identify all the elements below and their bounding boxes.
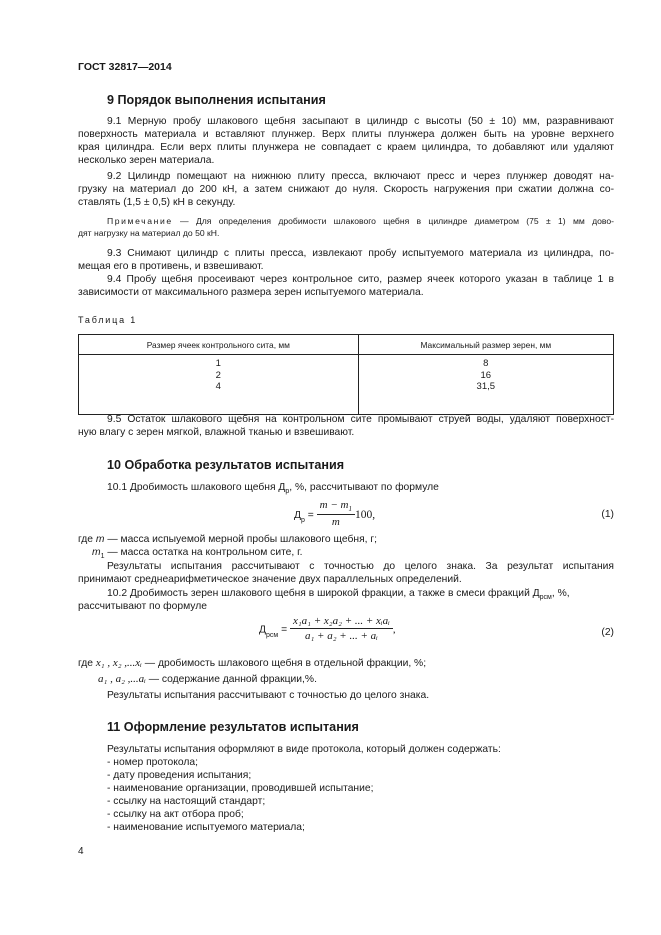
text-line: зависимости от максимального размера зерен испытуемого материала.	[78, 287, 424, 298]
where-prefix: где	[78, 658, 96, 669]
page-number: 4	[78, 846, 84, 857]
formula-2	[259, 615, 396, 642]
table-header-sieve-size: Размер ячеек контрольного сита, мм	[79, 335, 359, 355]
where-line	[78, 673, 614, 689]
variable: m	[95, 534, 105, 545]
list-intro: Результаты испытания оформляют в виде протокола, который должен содержать:	[107, 744, 501, 755]
text-line: 9.2 Цилиндр помещают на нижнюю плиту пресса, включают пресс и через плунжер доводят на-	[107, 171, 614, 182]
where-line	[78, 657, 614, 673]
text-line: Результаты испытания рассчитывают с точностью до целого знака.	[107, 690, 430, 701]
paragraph-9-1	[78, 115, 614, 167]
text-line: края цилиндра. Если верх плиты плунжера не совпадает с краем цилиндра, то добавляют или удаляют	[78, 142, 614, 153]
table-row	[79, 355, 614, 415]
note-line	[78, 215, 614, 227]
where-block-2	[78, 657, 614, 689]
formula-tail: ,	[392, 623, 396, 636]
formula-numerator: x₁a₁ + x₂a₂ + ... + xᵢaᵢ	[290, 615, 393, 629]
paragraph-10-2	[78, 587, 614, 613]
formula-fraction	[290, 615, 393, 642]
text-line: 9.3 Снимают цилиндр с плиты пресса, извлекают пробу испытуемого материала из цилиндра, по-	[107, 248, 614, 259]
text-line: принимают среднеарифметическое значение двух параллельных определений.	[78, 574, 462, 585]
formula-numerator	[317, 499, 355, 515]
note-9-2	[78, 215, 614, 239]
table-header-row	[79, 335, 614, 355]
text-line: Результаты испытания рассчитывают с точностью до целого знака. За результат испытания	[107, 561, 614, 572]
table-cell-max-grains	[358, 355, 613, 415]
note-line: дят нагрузку на материал до 50 кН.	[78, 228, 220, 238]
where-text: — дробимость шлакового щебня в отдельной фракции, %;	[141, 658, 427, 669]
table-caption: Таблица 1	[78, 315, 137, 325]
formula-1	[294, 499, 375, 528]
table-cell-value: 31,5	[476, 381, 496, 392]
text-line: ставлять (1,5 ± 0,5) кН в секунду.	[78, 197, 236, 208]
formula-1-number: (1)	[601, 509, 614, 520]
formula-tail: 100,	[354, 508, 376, 521]
paragraph-9-5	[78, 413, 614, 439]
list-item: - ссылку на настоящий стандарт;	[107, 796, 266, 807]
where-text: — содержание данной фракции,%.	[145, 674, 317, 685]
paragraph-9-2	[78, 170, 614, 209]
numerator-text: m − m	[319, 499, 349, 511]
text-line: 9.5 Остаток шлакового щебня на контрольном сите промывают струей воды, удаляют поверхност-	[107, 414, 614, 425]
text-line: поверхность материала и вставляют плунжер. Верх плиты плунжера должен быть на уровне верхнего	[78, 129, 614, 140]
table-cell-value: 4	[215, 381, 221, 392]
paragraph-10-1	[78, 481, 614, 494]
text-line	[78, 587, 614, 600]
subscript: р	[285, 488, 290, 496]
document-header: ГОСТ 32817—2014	[78, 61, 172, 73]
section-11-title: 11 Оформление результатов испытания	[107, 720, 359, 734]
table-cell-value: 8	[483, 358, 489, 369]
paragraph-9-3	[78, 247, 614, 273]
formula-equals: =	[304, 509, 317, 521]
formula-lhs: Д	[294, 509, 301, 521]
where-prefix: где	[78, 534, 96, 545]
formula-denominator: a₁ + a₂ + ... + aᵢ	[304, 630, 378, 642]
paragraph-9-4	[78, 273, 614, 299]
formula-lhs-subscript: рсм	[265, 631, 279, 639]
note-text: — Для определения дробимости шлакового щебня в цилиндре диаметром (75 ± 1) мм дово-	[172, 216, 614, 226]
text-line	[78, 481, 614, 494]
text-line: 9.4 Пробу щебня просеивают через контрольное сито, размер ячеек которого указан в таблице 1 в	[107, 274, 614, 285]
text-line: 9.1 Мерную пробу шлакового щебня засыпают в цилиндр с высоты (50 ± 10) мм, разравнивают	[107, 116, 614, 127]
where-text: — масса остатка на контрольном сите, г.	[104, 547, 303, 558]
text-line: рассчитывают по формуле	[78, 601, 207, 612]
section-9-title: 9 Порядок выполнения испытания	[107, 93, 326, 107]
text-fragment: , %,	[551, 588, 570, 599]
text-fragment: , %, рассчитывают по формуле	[289, 482, 439, 493]
table-cell-value: 1	[215, 358, 221, 369]
text-line: ную влагу с зерен мягкой, влажной тканью и взвешивают.	[78, 427, 355, 438]
list-item: - ссылку на акт отбора проб;	[107, 809, 244, 820]
text-fragment: 10.2 Дробимость зерен шлакового щебня в широкой фракции, а также в смеси фракций Д	[107, 588, 540, 599]
formula-lhs-subscript: р	[300, 517, 305, 525]
variable-subscript: 1	[100, 553, 105, 561]
subscript: рсм	[539, 594, 552, 602]
where-block-1	[78, 533, 614, 559]
text-line: мещая его в противень, и взвешивают.	[78, 261, 264, 272]
paragraph-results	[78, 560, 614, 586]
table-cell-value: 16	[480, 369, 492, 381]
table-cell-sieve-sizes	[79, 355, 359, 415]
where-text: — масса испыуемой мерной пробы шлакового щебня, г;	[104, 534, 377, 545]
text-line: грузку на материал до 200 кН, а затем снижают до нуля. Скорость нагружения при сжатии должна со-	[78, 184, 614, 195]
list-item: - наименование организации, проводившей испытание;	[107, 783, 374, 794]
note-label: Примечание	[107, 216, 173, 226]
list-item: - номер протокола;	[107, 757, 198, 768]
section-10-title: 10 Обработка результатов испытания	[107, 458, 345, 472]
formula-equals: =	[278, 624, 290, 636]
formula-fraction	[317, 499, 355, 528]
variable: a₁ , a₂ ,...aᵢ	[98, 673, 146, 685]
where-line	[78, 533, 614, 546]
list-item: - наименование испытуемого материала;	[107, 822, 305, 833]
formula-lhs: Д	[259, 624, 266, 636]
protocol-list	[78, 743, 643, 834]
text-line: несколько зерен материала.	[78, 155, 215, 166]
table-cell-value: 2	[215, 369, 221, 381]
list-item: - дату проведения испытания;	[107, 770, 252, 781]
sieve-table	[78, 334, 614, 415]
formula-2-number: (2)	[601, 627, 614, 638]
formula-denominator: m	[331, 516, 340, 529]
text-fragment: 10.1 Дробимость шлакового щебня Д	[107, 482, 286, 493]
paragraph-results-2	[78, 689, 614, 702]
variable: x₁ , x₂ ,...xᵢ	[95, 657, 142, 669]
variable: m	[92, 547, 101, 558]
numerator-subscript: 1	[348, 505, 352, 514]
table-header-max-grain: Максимальный размер зерен, мм	[358, 335, 613, 355]
where-line	[78, 546, 614, 559]
